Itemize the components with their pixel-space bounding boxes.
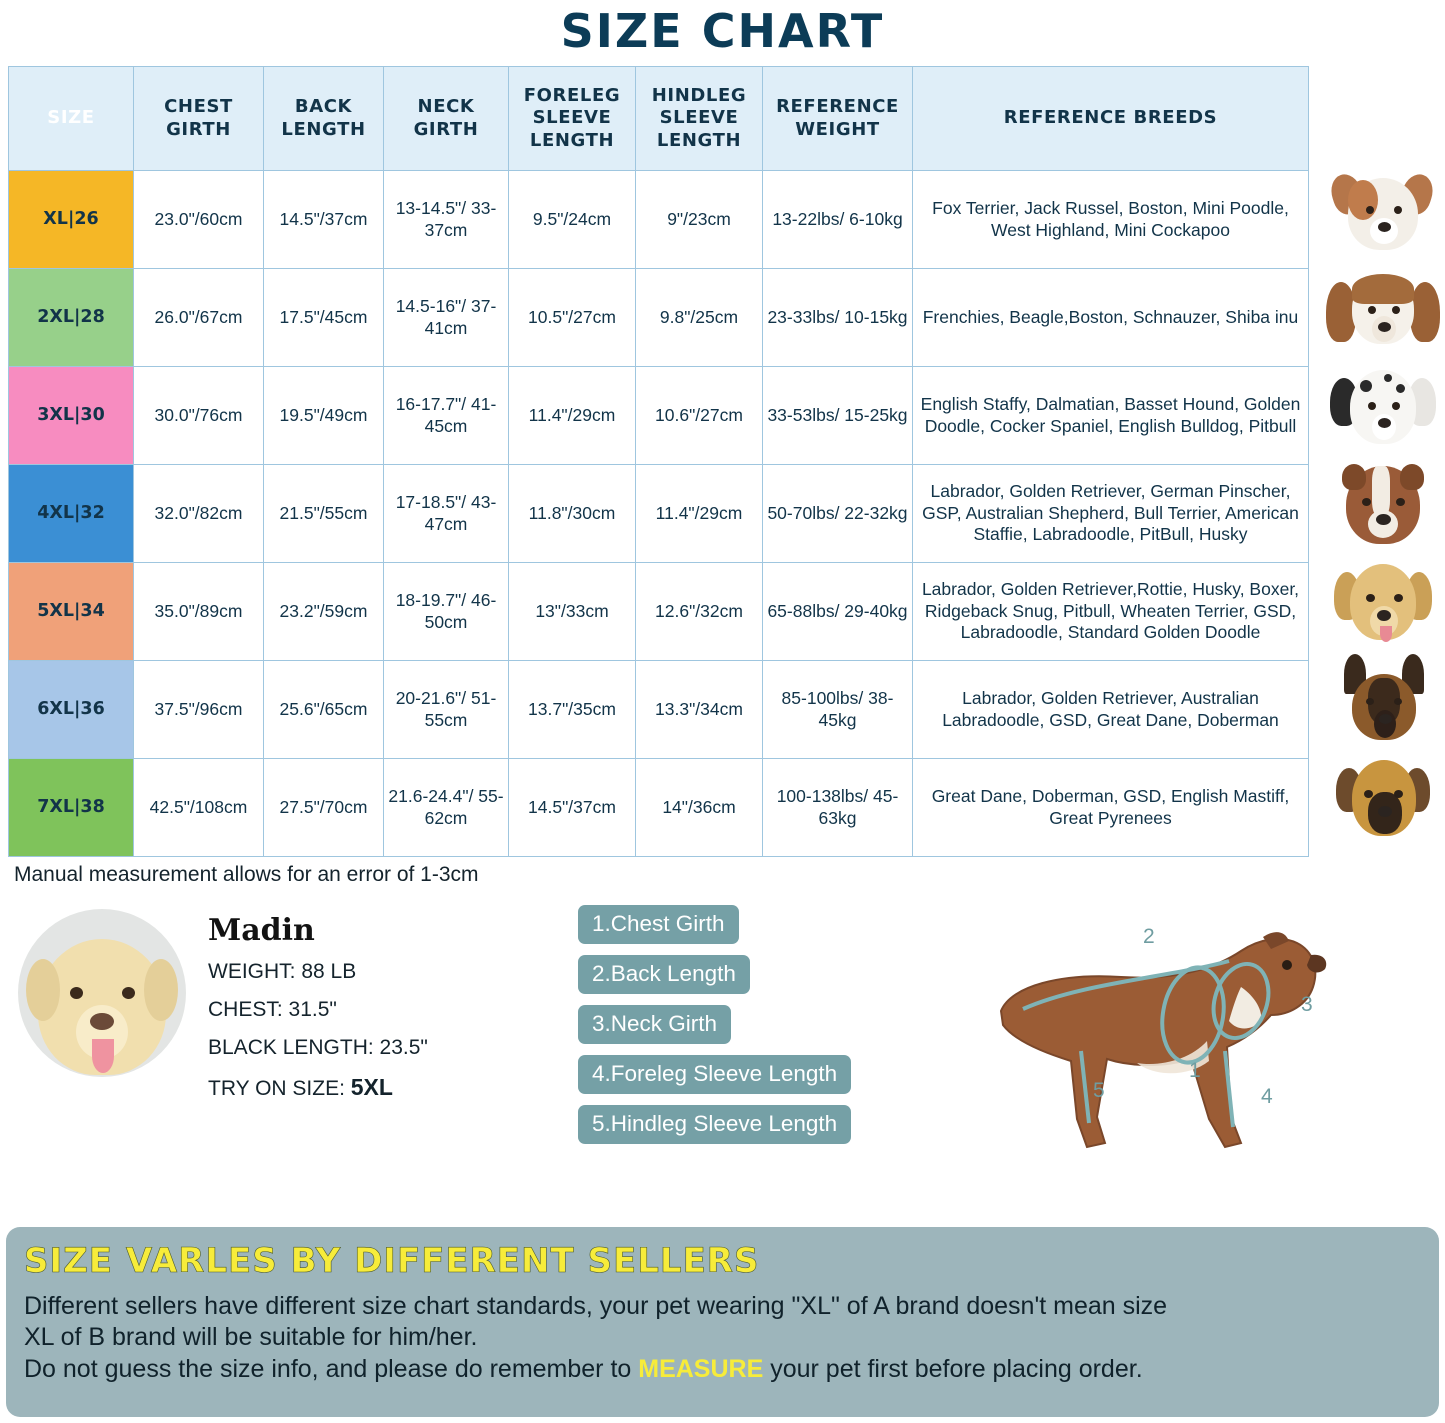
table-row (9, 563, 1309, 661)
cell-hindleg: 9"/23cm (636, 171, 763, 269)
cell-chest: 26.0"/67cm (134, 269, 264, 367)
banner-line-3-a: Do not guess the size info, and please do remember to (24, 1354, 639, 1383)
cell-size: XL|26 (9, 171, 134, 269)
table-row (9, 269, 1309, 367)
cell-back: 17.5"/45cm (264, 269, 384, 367)
cell-chest: 32.0"/82cm (134, 465, 264, 563)
header-reference-breeds: REFERENCE BREEDS (913, 67, 1309, 171)
cell-breeds: Frenchies, Beagle,Boston, Schnauzer, Shiba inu (913, 269, 1309, 367)
table-row (9, 367, 1309, 465)
profile-try-on (208, 1074, 428, 1101)
cell-chest: 35.0"/89cm (134, 563, 264, 661)
legend-item-foreleg-sleeve-length: 4.Foreleg Sleeve Length (578, 1055, 851, 1094)
cell-size: 5XL|34 (9, 563, 134, 661)
cell-weight: 100-138lbs/ 45-63kg (763, 759, 913, 857)
cell-breeds: Great Dane, Doberman, GSD, English Mastiff, Great Pyrenees (913, 759, 1309, 857)
banner-line-3-b: your pet first before placing order. (763, 1354, 1143, 1383)
header-chest-girth: CHEST GIRTH (134, 67, 264, 171)
breed-photo-pitbull (1324, 452, 1442, 550)
cell-hindleg: 10.6"/27cm (636, 367, 763, 465)
header-row (9, 67, 1309, 171)
cell-neck: 14.5-16"/ 37-41cm (384, 269, 509, 367)
cell-neck: 13-14.5"/ 33-37cm (384, 171, 509, 269)
banner-measure-highlight: MEASURE (638, 1354, 764, 1383)
seller-size-warning-banner (6, 1227, 1439, 1417)
cell-weight: 23-33lbs/ 10-15kg (763, 269, 913, 367)
breed-photo-labrador (1324, 550, 1442, 648)
measurement-legend (578, 905, 958, 1155)
avatar (18, 909, 186, 1077)
table-body (9, 171, 1309, 857)
cell-back: 27.5"/70cm (264, 759, 384, 857)
diagram-label-3: 3 (1301, 993, 1313, 1016)
breed-photo-dalmatian (1324, 354, 1442, 452)
banner-line-1: Different sellers have different size chart standards, your pet wearing "XL" of A brand doesn't mean size (24, 1292, 1168, 1320)
cell-neck: 17-18.5"/ 43-47cm (384, 465, 509, 563)
cell-weight: 85-100lbs/ 38-45kg (763, 661, 913, 759)
cell-back: 25.6"/65cm (264, 661, 384, 759)
cell-neck: 21.6-24.4"/ 55-62cm (384, 759, 509, 857)
cell-chest: 30.0"/76cm (134, 367, 264, 465)
breed-photo-column (1324, 158, 1444, 844)
cell-breeds: Labrador, Golden Retriever, Australian Labradoodle, GSD, Great Dane, Doberman (913, 661, 1309, 759)
cell-neck: 20-21.6"/ 51-55cm (384, 661, 509, 759)
cell-size: 6XL|36 (9, 661, 134, 759)
dog-measurement-diagram (941, 891, 1441, 1191)
table-row (9, 759, 1309, 857)
cell-chest: 42.5"/108cm (134, 759, 264, 857)
cell-hindleg: 13.3"/34cm (636, 661, 763, 759)
cell-back: 14.5"/37cm (264, 171, 384, 269)
legend-item-back-length: 2.Back Length (578, 955, 750, 994)
cell-back: 23.2"/59cm (264, 563, 384, 661)
cell-neck: 16-17.7"/ 41-45cm (384, 367, 509, 465)
cell-size: 2XL|28 (9, 269, 134, 367)
table-header (9, 67, 1309, 171)
header-hindleg-sleeve-length: HINDLEG SLEEVE LENGTH (636, 67, 763, 171)
mid-section (0, 891, 1445, 1191)
table-row (9, 465, 1309, 563)
cell-foreleg: 13"/33cm (509, 563, 636, 661)
cell-back: 21.5"/55cm (264, 465, 384, 563)
cell-hindleg: 12.6"/32cm (636, 563, 763, 661)
profile-weight: WEIGHT: 88 LB (208, 960, 357, 983)
cell-breeds: Labrador, Golden Retriever, German Pinscher, GSP, Australian Shepherd, Bull Terrier, American Staffie, Labradoodle, PitBull, Husky (913, 465, 1309, 563)
cell-breeds: English Staffy, Dalmatian, Basset Hound, Golden Doodle, Cocker Spaniel, English Bulldog, Pitbull (913, 367, 1309, 465)
cell-weight: 65-88lbs/ 29-40kg (763, 563, 913, 661)
profile-name: Madin (208, 913, 315, 948)
cell-foreleg: 11.4"/29cm (509, 367, 636, 465)
cell-size: 4XL|32 (9, 465, 134, 563)
cell-weight: 13-22lbs/ 6-10kg (763, 171, 913, 269)
profile-back-length: BLACK LENGTH: 23.5" (208, 1036, 428, 1059)
cell-hindleg: 11.4"/29cm (636, 465, 763, 563)
try-on-size: 5XL (350, 1074, 393, 1100)
table-row (9, 171, 1309, 269)
cell-weight: 33-53lbs/ 15-25kg (763, 367, 913, 465)
banner-line-3 (24, 1354, 1421, 1385)
cell-chest: 23.0"/60cm (134, 171, 264, 269)
page-title: SIZE CHART (560, 4, 885, 58)
diagram-label-1: 1 (1189, 1059, 1201, 1082)
header-size: SIZE (9, 67, 134, 171)
legend-item-chest-girth: 1.Chest Girth (578, 905, 739, 944)
header-foreleg-sleeve-length: FORELEG SLEEVE LENGTH (509, 67, 636, 171)
cell-foreleg: 10.5"/27cm (509, 269, 636, 367)
cell-neck: 18-19.7"/ 46-50cm (384, 563, 509, 661)
cell-size: 7XL|38 (9, 759, 134, 857)
header-neck-girth: NECK GIRTH (384, 67, 509, 171)
cell-chest: 37.5"/96cm (134, 661, 264, 759)
breed-photo-german-shepherd (1324, 648, 1442, 746)
banner-line-2: XL of B brand will be suitable for him/her. (24, 1323, 478, 1352)
header-reference-weight: REFERENCE WEIGHT (763, 67, 913, 171)
profile-chest: CHEST: 31.5" (208, 998, 337, 1021)
cell-foreleg: 14.5"/37cm (509, 759, 636, 857)
diagram-label-2: 2 (1143, 925, 1155, 948)
size-table (8, 66, 1309, 857)
breed-photo-jack-russell-terrier (1324, 158, 1442, 256)
cell-foreleg: 9.5"/24cm (509, 171, 636, 269)
cell-hindleg: 9.8"/25cm (636, 269, 763, 367)
breed-photo-beagle (1324, 256, 1442, 354)
header-back-length: BACK LENGTH (264, 67, 384, 171)
table-row (9, 661, 1309, 759)
cell-breeds: Labrador, Golden Retriever,Rottie, Husky, Boxer, Ridgeback Snug, Pitbull, Wheaten Terrier, GSD, Labradoodle, Standard Golden Doodle (913, 563, 1309, 661)
cell-size: 3XL|30 (9, 367, 134, 465)
cell-foreleg: 13.7"/35cm (509, 661, 636, 759)
diagram-label-5: 5 (1093, 1079, 1105, 1102)
legend-item-neck-girth: 3.Neck Girth (578, 1005, 731, 1044)
cell-foreleg: 11.8"/30cm (509, 465, 636, 563)
size-table-container (8, 66, 1437, 857)
breed-photo-great-dane (1324, 746, 1442, 844)
cell-hindleg: 14"/36cm (636, 759, 763, 857)
cell-back: 19.5"/49cm (264, 367, 384, 465)
dog-diagram-svg (941, 891, 1441, 1191)
measurement-note: Manual measurement allows for an error of 1-3cm (14, 863, 479, 886)
try-on-label: TRY ON SIZE: (208, 1077, 345, 1100)
cell-weight: 50-70lbs/ 22-32kg (763, 465, 913, 563)
profile-info (208, 909, 428, 1115)
diagram-label-4: 4 (1261, 1085, 1273, 1108)
legend-item-hindleg-sleeve-length: 5.Hindleg Sleeve Length (578, 1105, 851, 1144)
cell-breeds: Fox Terrier, Jack Russel, Boston, Mini Poodle, West Highland, Mini Cockapoo (913, 171, 1309, 269)
sample-dog-profile (18, 909, 538, 1115)
banner-heading: SIZE VARLES BY DIFFERENT SELLERS (24, 1241, 760, 1281)
